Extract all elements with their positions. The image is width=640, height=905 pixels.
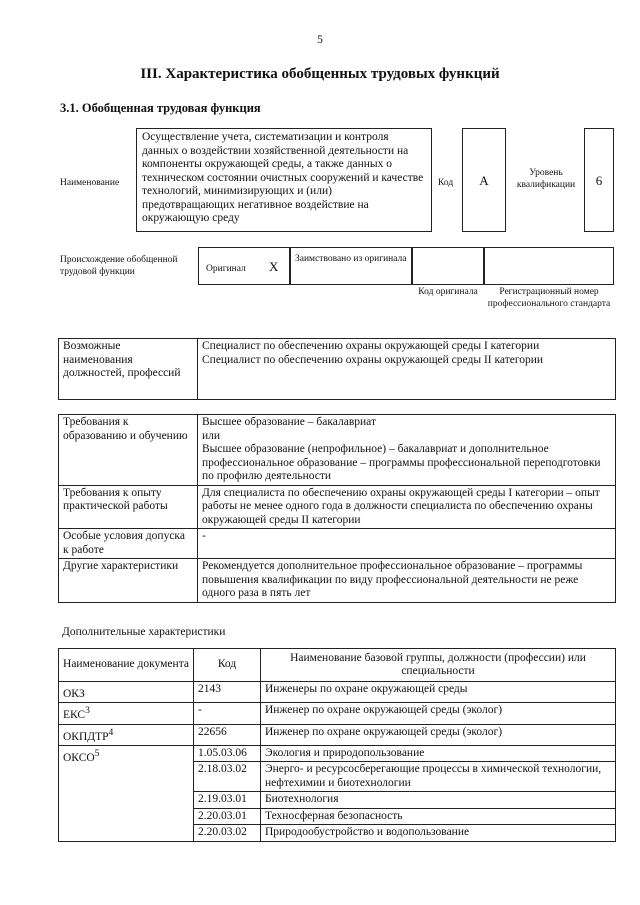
additional-table — [58, 648, 616, 842]
name-cell: Биотехнология — [261, 792, 616, 809]
original-mark: X — [269, 259, 279, 274]
code-label: Код — [438, 178, 454, 188]
additional-title: Дополнительные характеристики — [62, 626, 226, 638]
doc-name: ЕКС — [63, 709, 86, 722]
requirement-value: Рекомендуется дополнительное профессиональное образование – программы повышения квалификации по виду профессиональной деятельности не реже одного раза в пять лет — [198, 559, 616, 603]
name-cell: Техносферная безопасность — [261, 808, 616, 825]
code-cell: 1.05.03.06 — [194, 745, 261, 762]
section-title: III. Характеристика обобщенных трудовых функций — [140, 66, 500, 82]
positions-table — [58, 338, 616, 400]
doc-name: ОКЗ — [63, 687, 85, 700]
doc-name: ОКСО — [63, 751, 95, 764]
doc-footnote: 4 — [108, 726, 114, 738]
doc-cell — [59, 724, 194, 745]
level-value: 6 — [584, 128, 614, 232]
origin-label: Происхождение обобщенной трудовой функции — [60, 255, 178, 277]
col-header-doc: Наименование документа — [59, 649, 194, 682]
position-line: Специалист по обеспечению охраны окружающей среды II категории — [202, 353, 544, 366]
requirements-table — [58, 414, 616, 603]
requirement-row — [59, 485, 616, 529]
additional-row — [59, 724, 616, 745]
code-cell: 2.20.03.01 — [194, 808, 261, 825]
requirement-value: Высшее образование – бакалавриат или Высшее образование (непрофильное) – бакалавриат и дополнительное профессиональное образование – программы профессиональной переподготовки по профилю деятельности — [198, 415, 616, 486]
requirement-value: - — [198, 529, 616, 559]
code-cell: - — [194, 703, 261, 724]
requirement-label: Особые условия допуска к работе — [59, 529, 198, 559]
subsection-title: 3.1. Обобщенная трудовая функция — [60, 101, 261, 115]
orig-code-cell — [412, 247, 484, 285]
doc-cell — [59, 745, 194, 841]
doc-name: ОКПДТР — [63, 730, 109, 743]
code-cell: 2.18.03.02 — [194, 762, 261, 792]
col-header-code: Код — [194, 649, 261, 682]
additional-row — [59, 745, 616, 762]
code-cell: 2.19.03.01 — [194, 792, 261, 809]
doc-footnote: 5 — [94, 747, 100, 759]
doc-cell — [59, 682, 194, 703]
col-header-name: Наименование базовой группы, должности (профессии) или специальности — [261, 649, 616, 682]
code-cell: 2.20.03.02 — [194, 825, 261, 842]
name-cell: Инженеры по охране окружающей среды — [261, 682, 616, 703]
reg-number-caption: Регистрационный номер профессионального стандарта — [487, 287, 611, 309]
code-value: A — [462, 128, 506, 232]
requirement-row — [59, 415, 616, 486]
function-name-box: Осуществление учета, систематизации и контроля данных о воздействии хозяйственной деятельности на компоненты окружающей среды, а также данных о техническом состоянии очистных сооружений и качестве технологий, минимизирующих и (или) предотвращающих негативное воздействие на окружающую среду — [136, 128, 432, 232]
requirement-label: Требования к опыту практической работы — [59, 485, 198, 529]
name-cell: Природообустройство и водопользование — [261, 825, 616, 842]
page-number: 5 — [317, 34, 323, 46]
positions-label: Возможные наименования должностей, профессий — [59, 339, 198, 400]
requirement-row — [59, 529, 616, 559]
name-cell: Экология и природопользование — [261, 745, 616, 762]
additional-row — [59, 682, 616, 703]
name-cell: Энерго- и ресурсосберегающие процессы в химической технологии, нефтехимии и биотехнологии — [261, 762, 616, 792]
requirement-value: Для специалиста по обеспечению охраны окружающей среды I категории – опыт работы не менее одного года в должности специалиста по обеспечению охраны окружающей среды II категории — [198, 485, 616, 529]
code-cell: 22656 — [194, 724, 261, 745]
additional-row — [59, 703, 616, 724]
name-cell: Инженер по охране окружающей среды (эколог) — [261, 724, 616, 745]
positions-values — [198, 339, 616, 400]
name-cell: Инженер по охране окружающей среды (эколог) — [261, 703, 616, 724]
requirement-row — [59, 559, 616, 603]
borrowed-cell: Заимствовано из оригинала — [290, 247, 412, 285]
level-label: Уровень квалификации — [516, 168, 576, 190]
original-cell — [198, 247, 290, 285]
position-line: Специалист по обеспечению охраны окружающей среды I категории — [202, 340, 540, 352]
code-cell: 2143 — [194, 682, 261, 703]
additional-header-row — [59, 649, 616, 682]
orig-code-caption: Код оригинала — [418, 287, 478, 297]
requirement-label: Другие характеристики — [59, 559, 198, 603]
positions-row — [59, 339, 616, 400]
doc-cell — [59, 703, 194, 724]
name-label: Наименование — [60, 178, 120, 188]
doc-footnote: 3 — [85, 705, 90, 717]
requirement-label: Требования к образованию и обучению — [59, 415, 198, 486]
reg-number-cell — [484, 247, 614, 285]
original-label: Оригинал — [206, 264, 246, 274]
